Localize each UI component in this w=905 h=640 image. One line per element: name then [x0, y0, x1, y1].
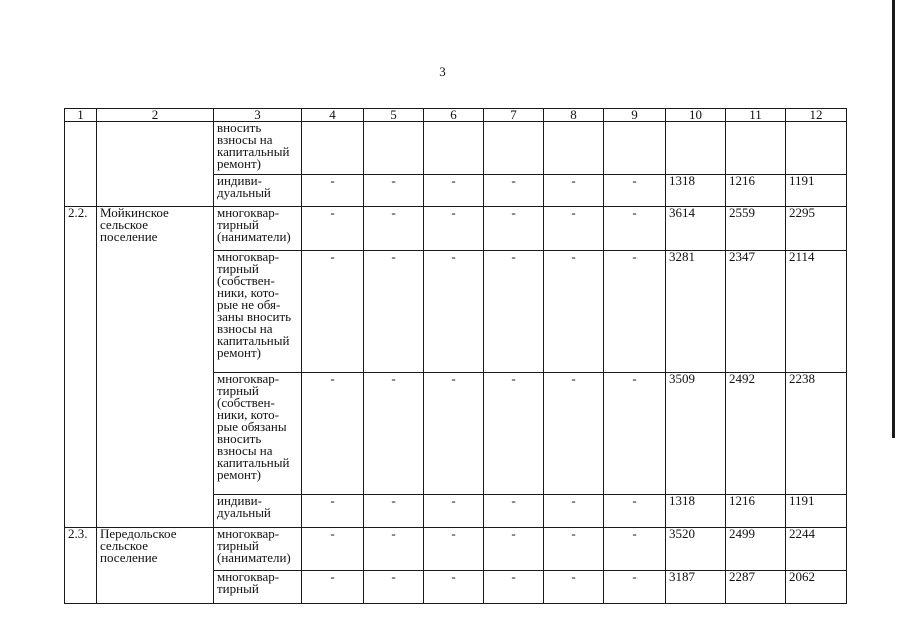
header-cell: 4: [302, 109, 364, 122]
value-cell: -: [484, 207, 544, 251]
value-cell: 3520: [666, 528, 726, 571]
value-cell: -: [364, 528, 424, 571]
settlement-cell: [97, 122, 214, 207]
value-cell: 3187: [666, 571, 726, 604]
value-cell: -: [424, 495, 484, 528]
value-cell: -: [364, 251, 424, 373]
value-cell: -: [302, 495, 364, 528]
value-cell: -: [424, 373, 484, 495]
value-cell: -: [424, 175, 484, 207]
value-cell: 1191: [786, 175, 847, 207]
value-cell: -: [604, 207, 666, 251]
value-cell: -: [484, 495, 544, 528]
header-cell: 12: [786, 109, 847, 122]
value-cell: [544, 122, 604, 175]
value-cell: 1191: [786, 495, 847, 528]
value-cell: -: [364, 175, 424, 207]
housing-type-text: многоквар- тирный: [217, 570, 280, 596]
value-cell: 2238: [786, 373, 847, 495]
value-cell: -: [604, 571, 666, 604]
header-cell: 5: [364, 109, 424, 122]
housing-type-cell: [214, 251, 302, 373]
value-cell: -: [484, 571, 544, 604]
value-cell: -: [302, 175, 364, 207]
value-cell: -: [604, 175, 666, 207]
value-cell: -: [302, 373, 364, 495]
value-cell: -: [484, 251, 544, 373]
value-cell: -: [424, 571, 484, 604]
header-cell: 8: [544, 109, 604, 122]
value-cell: 1318: [666, 175, 726, 207]
value-cell: [786, 122, 847, 175]
housing-type-cell: [214, 207, 302, 251]
header-cell: 11: [726, 109, 786, 122]
header-row: [65, 109, 847, 122]
value-cell: 3509: [666, 373, 726, 495]
value-cell: -: [544, 175, 604, 207]
value-cell: -: [302, 207, 364, 251]
tariff-table: [64, 108, 847, 604]
housing-type-cell: [214, 495, 302, 528]
value-cell: -: [302, 571, 364, 604]
value-cell: -: [484, 175, 544, 207]
value-cell: [424, 122, 484, 175]
value-cell: -: [544, 251, 604, 373]
value-cell: 1216: [726, 175, 786, 207]
value-cell: [484, 122, 544, 175]
header-cell: 9: [604, 109, 666, 122]
housing-type-text: вносить взносы на капитальный ремонт): [217, 121, 290, 171]
value-cell: -: [544, 495, 604, 528]
value-cell: -: [364, 571, 424, 604]
housing-type-text: многоквар- тирный (наниматели): [217, 206, 291, 244]
row-number-cell: 2.2.: [65, 207, 97, 528]
value-cell: -: [424, 528, 484, 571]
value-cell: [364, 122, 424, 175]
housing-type-cell: [214, 528, 302, 571]
value-cell: -: [544, 373, 604, 495]
value-cell: 2062: [786, 571, 847, 604]
value-cell: -: [484, 528, 544, 571]
value-cell: -: [544, 207, 604, 251]
housing-type-cell: [214, 571, 302, 604]
value-cell: 2347: [726, 251, 786, 373]
value-cell: -: [544, 571, 604, 604]
housing-type-text: многоквар- тирный (наниматели): [217, 527, 291, 565]
value-cell: 2499: [726, 528, 786, 571]
housing-type-text: многоквар- тирный (собствен- ники, кото- рые обязаны вносить взносы на капитальный ремонт): [217, 372, 290, 482]
settlement-cell: [97, 528, 214, 604]
settlement-name: Передольское сельское поселение: [100, 527, 177, 565]
housing-type-text: индиви- дуальный: [217, 494, 271, 520]
header-cell: 10: [666, 109, 726, 122]
value-cell: 1216: [726, 495, 786, 528]
header-cell: 2: [97, 109, 214, 122]
value-cell: -: [604, 251, 666, 373]
page-number: 3: [439, 64, 446, 79]
value-cell: [302, 122, 364, 175]
value-cell: 2492: [726, 373, 786, 495]
row-number-cell: 2.3.: [65, 528, 97, 604]
value-cell: 2287: [726, 571, 786, 604]
value-cell: 2114: [786, 251, 847, 373]
value-cell: 1318: [666, 495, 726, 528]
value-cell: 3281: [666, 251, 726, 373]
value-cell: 2295: [786, 207, 847, 251]
settlement-name: Мойкинское сельское поселение: [100, 206, 169, 244]
value-cell: -: [364, 207, 424, 251]
housing-type-cell: [214, 175, 302, 207]
housing-type-text: многоквар- тирный (собствен- ники, кото- рые не обя- заны вносить взносы на капитальный ремонт): [217, 250, 292, 360]
value-cell: -: [604, 495, 666, 528]
value-cell: -: [544, 528, 604, 571]
value-cell: -: [302, 528, 364, 571]
value-cell: [604, 122, 666, 175]
value-cell: 2559: [726, 207, 786, 251]
value-cell: 3614: [666, 207, 726, 251]
value-cell: [666, 122, 726, 175]
value-cell: -: [364, 373, 424, 495]
value-cell: -: [424, 251, 484, 373]
table-row: [65, 528, 847, 571]
value-cell: -: [302, 251, 364, 373]
header-cell: 3: [214, 109, 302, 122]
table-row: [65, 122, 847, 175]
value-cell: -: [424, 207, 484, 251]
value-cell: -: [364, 495, 424, 528]
value-cell: -: [604, 528, 666, 571]
value-cell: -: [484, 373, 544, 495]
value-cell: [726, 122, 786, 175]
header-cell: 7: [484, 109, 544, 122]
header-cell: 1: [65, 109, 97, 122]
value-cell: -: [604, 373, 666, 495]
scan-edge-line: [892, 0, 895, 438]
row-number-cell: [65, 122, 97, 207]
value-cell: 2244: [786, 528, 847, 571]
settlement-cell: [97, 207, 214, 528]
header-cell: 6: [424, 109, 484, 122]
table-row: [65, 207, 847, 251]
housing-type-cell: [214, 373, 302, 495]
housing-type-text: индиви- дуальный: [217, 174, 271, 200]
housing-type-cell: [214, 122, 302, 175]
